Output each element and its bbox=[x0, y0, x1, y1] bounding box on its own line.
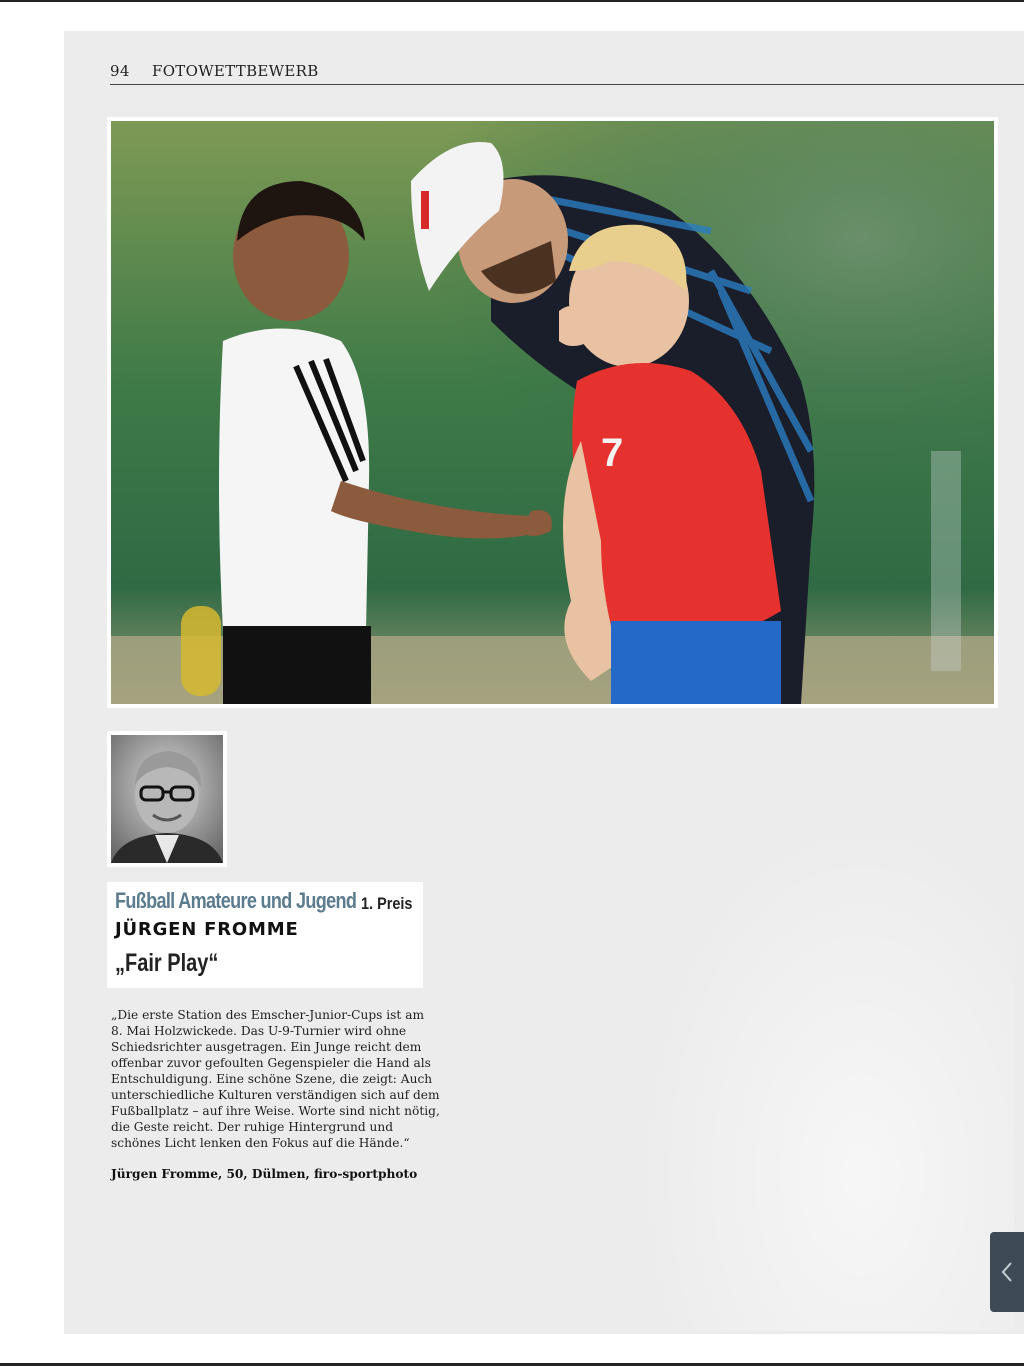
chevron-left-icon bbox=[999, 1260, 1015, 1284]
description-line: unterschiedliche Kulturen verständigen sich auf dem bbox=[111, 1088, 440, 1102]
description-line: offenbar zuvor gefoulten Gegenspieler die Hand als bbox=[111, 1056, 431, 1070]
author-portrait bbox=[107, 731, 227, 867]
description-line: „Die erste Station des Emscher-Junior-Cups ist am bbox=[111, 1008, 425, 1022]
page-turn-shadow bbox=[634, 811, 1014, 1331]
description-line: 8. Mai Holzwickede. Das U-9-Turnier wird ohne bbox=[111, 1024, 407, 1038]
portrait-image bbox=[111, 735, 223, 863]
caption-box bbox=[107, 882, 423, 988]
description-line: schönes Licht lenken den Fokus auf die Hände.“ bbox=[111, 1136, 410, 1150]
svg-text:7: 7 bbox=[601, 431, 624, 475]
prize-label: 1. Preis bbox=[361, 894, 413, 913]
award-category: Fußball Amateure und Jugend bbox=[115, 888, 357, 913]
winning-photo bbox=[107, 117, 998, 708]
photo-description bbox=[111, 1007, 440, 1151]
photographer-credit: Jürgen Fromme, 50, Dülmen, firo-sportphoto bbox=[111, 1167, 418, 1181]
description-line: Fußballplatz – auf ihre Weise. Worte sind nicht nötig, bbox=[111, 1104, 440, 1118]
author-name: JÜRGEN FROMME bbox=[115, 919, 299, 940]
description-line: Entschuldigung. Eine schöne Szene, die zeigt: Auch bbox=[111, 1072, 433, 1086]
photo-title: „Fair Play“ bbox=[115, 949, 219, 977]
page-number: 94 bbox=[110, 62, 130, 80]
page-header bbox=[110, 62, 1024, 85]
top-border bbox=[0, 0, 1024, 2]
description-line: Schiedsrichter ausgetragen. Ein Junge reicht dem bbox=[111, 1040, 422, 1054]
section-title: FOTOWETTBEWERB bbox=[152, 62, 319, 80]
magazine-page bbox=[64, 31, 1024, 1334]
photo-image bbox=[111, 121, 994, 704]
previous-page-button[interactable] bbox=[990, 1232, 1024, 1312]
description-line: die Geste reicht. Der ruhige Hintergrund und bbox=[111, 1120, 394, 1134]
